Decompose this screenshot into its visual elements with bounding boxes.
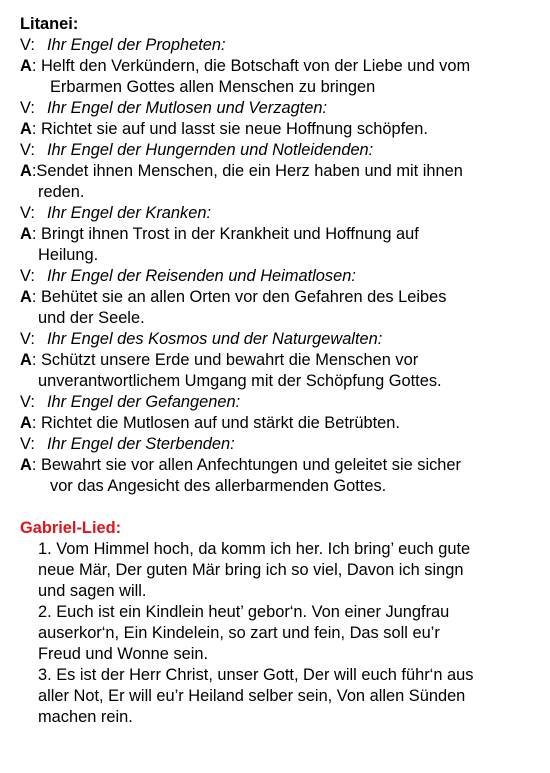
versicle-line bbox=[20, 140, 540, 161]
response-separator: : bbox=[31, 414, 41, 432]
response-text: Bewahrt sie vor allen Anfechtungen und geleitet sie sicher bbox=[40, 456, 461, 474]
versicle-label: V: bbox=[20, 393, 35, 411]
versicle-text: Ihr Engel der Gefangenen: bbox=[47, 393, 241, 411]
verse-line: machen rein. bbox=[38, 708, 133, 726]
versicle-text: Ihr Engel der Sterbenden: bbox=[47, 435, 235, 453]
response-label: A bbox=[20, 120, 32, 138]
response-text: Richtet sie auf und lasst sie neue Hoffnung schöpfen. bbox=[40, 120, 428, 138]
response-separator: : bbox=[31, 288, 41, 306]
response-continuation bbox=[20, 371, 540, 392]
song-verse bbox=[38, 602, 540, 665]
versicle-line bbox=[20, 392, 540, 413]
response-label: A bbox=[20, 456, 32, 474]
response-separator: : bbox=[31, 225, 41, 243]
response-text: Sendet ihnen Menschen, die ein Herz haben und mit ihnen bbox=[36, 162, 463, 180]
response-text: Schützt unsere Erde und bewahrt die Menschen vor bbox=[40, 351, 419, 369]
response-line bbox=[20, 287, 540, 308]
verse-line: neue Mär, Der guten Mär bring ich so viel, Davon ich singn bbox=[38, 561, 464, 579]
song-verse bbox=[38, 665, 540, 728]
response-text: Richtet die Mutlosen auf und stärkt die Betrübten. bbox=[40, 414, 400, 432]
response-line bbox=[20, 350, 540, 371]
verse-line: 2. Euch ist ein Kindlein heut’ gebor‘n. Von einer Jungfrau bbox=[38, 603, 450, 621]
versicle-text: Ihr Engel des Kosmos und der Naturgewalten: bbox=[47, 330, 383, 348]
versicle-label: V: bbox=[20, 267, 35, 285]
verse-line: auserkor‘n, Ein Kindelein, so zart und fein, Das soll eu’r bbox=[38, 624, 440, 642]
response-text: und der Seele. bbox=[38, 309, 145, 327]
response-label: A bbox=[20, 351, 32, 369]
section-spacer bbox=[20, 497, 540, 518]
response-label: A bbox=[20, 225, 32, 243]
versicle-label: V: bbox=[20, 330, 35, 348]
response-label: A bbox=[20, 288, 32, 306]
response-text: Erbarmen Gottes allen Menschen zu bringen bbox=[50, 78, 376, 96]
versicle-line bbox=[20, 329, 540, 350]
response-line bbox=[20, 413, 540, 434]
response-separator: : bbox=[31, 162, 37, 180]
versicle-text: Ihr Engel der Hungernden und Notleidenden: bbox=[47, 141, 374, 159]
versicle-label: V: bbox=[20, 141, 35, 159]
response-line bbox=[20, 161, 540, 182]
versicle-text: Ihr Engel der Kranken: bbox=[47, 204, 212, 222]
response-line bbox=[20, 56, 540, 77]
versicle-line bbox=[20, 266, 540, 287]
song-verse bbox=[38, 539, 540, 602]
song-heading: Gabriel-Lied: bbox=[20, 519, 122, 537]
versicle-text: Ihr Engel der Reisenden und Heimatlosen: bbox=[47, 267, 356, 285]
response-continuation bbox=[20, 182, 540, 203]
versicle-line bbox=[20, 434, 540, 455]
versicle-text: Ihr Engel der Propheten: bbox=[47, 36, 226, 54]
litany-list bbox=[20, 35, 540, 497]
response-text: reden. bbox=[38, 183, 85, 201]
response-continuation bbox=[20, 476, 540, 497]
response-line bbox=[20, 119, 540, 140]
verse-line: Freud und Wonne sein. bbox=[38, 645, 209, 663]
response-line bbox=[20, 224, 540, 245]
versicle-label: V: bbox=[20, 36, 35, 54]
versicle-line bbox=[20, 203, 540, 224]
response-text: Behütet sie an allen Orten vor den Gefahren des Leibes bbox=[40, 288, 447, 306]
response-continuation bbox=[20, 308, 540, 329]
litany-heading: Litanei: bbox=[20, 15, 79, 33]
response-label: A bbox=[20, 162, 32, 180]
response-text: Helft den Verkündern, die Botschaft von der Liebe und vom bbox=[40, 57, 471, 75]
response-text: vor das Angesicht des allerbarmenden Gottes. bbox=[50, 477, 387, 495]
response-text: unverantwortlichem Umgang mit der Schöpfung Gottes. bbox=[38, 372, 442, 390]
versicle-label: V: bbox=[20, 435, 35, 453]
versicle-label: V: bbox=[20, 99, 35, 117]
response-text: Bringt ihnen Trost in der Krankheit und Hoffnung auf bbox=[40, 225, 419, 243]
response-separator: : bbox=[31, 456, 41, 474]
response-label: A bbox=[20, 57, 32, 75]
versicle-text: Ihr Engel der Mutlosen und Verzagten: bbox=[47, 99, 328, 117]
response-label: A bbox=[20, 414, 32, 432]
verse-line: aller Not, Er will eu’r Heiland selber sein, Von allen Sünden bbox=[38, 687, 466, 705]
verse-line: und sagen will. bbox=[38, 582, 147, 600]
response-text: Heilung. bbox=[38, 246, 99, 264]
versicle-label: V: bbox=[20, 204, 35, 222]
response-continuation bbox=[20, 245, 540, 266]
verse-line: 3. Es ist der Herr Christ, unser Gott, Der will euch führ‘n aus bbox=[38, 666, 474, 684]
response-separator: : bbox=[31, 351, 41, 369]
verse-line: 1. Vom Himmel hoch, da komm ich her. Ich bring’ euch gute bbox=[38, 540, 471, 558]
response-separator: : bbox=[31, 120, 41, 138]
versicle-line bbox=[20, 98, 540, 119]
response-separator: : bbox=[31, 57, 41, 75]
song-verses bbox=[20, 539, 540, 728]
response-continuation bbox=[20, 77, 540, 98]
response-line bbox=[20, 455, 540, 476]
versicle-line bbox=[20, 35, 540, 56]
